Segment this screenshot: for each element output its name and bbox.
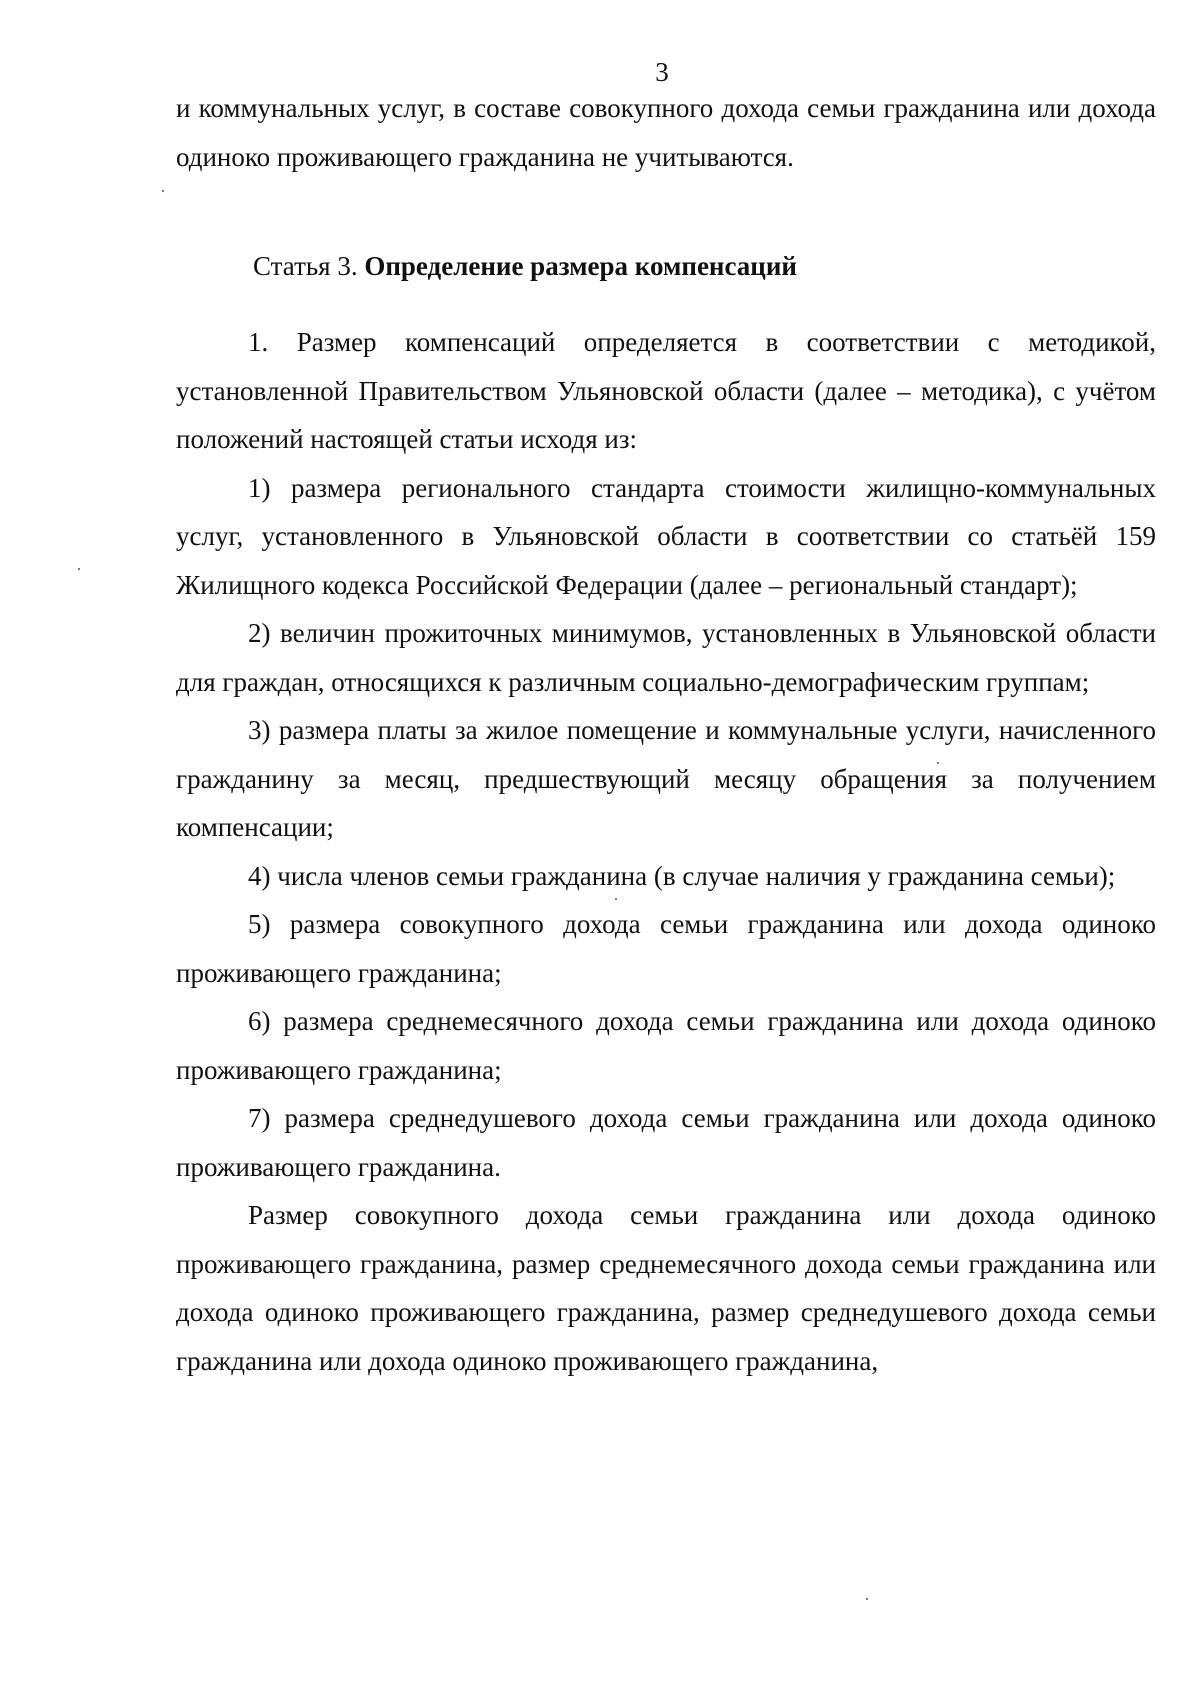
article-title: Определение размера компенсаций: [364, 251, 797, 281]
list-item-3: 3) размера платы за жилое помещение и коммунальные услуги, начисленного гражданину за месяц, предшествующий месяцу обращения за получением компенсации;: [176, 715, 1156, 842]
page-number: 3: [655, 57, 669, 87]
scan-speck: [866, 1598, 868, 1600]
article-heading: [253, 246, 797, 286]
list-item-6: 6) размера среднемесячного дохода семьи гражданина или дохода одиноко проживающего гражданина;: [176, 1006, 1156, 1085]
list-item-5: 5) размера совокупного дохода семьи гражданина или дохода одиноко проживающего гражданина;: [176, 909, 1156, 988]
article-label: Статья 3.: [253, 251, 358, 281]
intro-paragraph: и коммунальных услуг, в составе совокупного дохода семьи гражданина или дохода одиноко проживающего гражданина не учитываются.: [176, 93, 1156, 172]
scan-speck: [937, 762, 939, 764]
article-body: [176, 318, 1156, 1385]
closing-paragraph: Размер совокупного дохода семьи гражданина или дохода одиноко проживающего гражданина, размер среднемесячного дохода семьи гражданина или дохода одиноко проживающего гражданина, размер среднедушевого дохода семьи гражданина или дохода одиноко проживающего гражданина,: [176, 1200, 1156, 1376]
paragraph-1: 1. Размер компенсаций определяется в соответствии с методикой, установленной Правительством Ульяновской области (далее – методика), с учётом положений настоящей статьи исходя из:: [176, 327, 1156, 454]
list-item-1: 1) размера регионального стандарта стоимости жилищно-коммунальных услуг, установленного в Ульяновской области в соответствии со статьёй 159 Жилищного кодекса Российской Федерации (далее – региональный стандарт);: [176, 472, 1156, 600]
list-item-7: 7) размера среднедушевого дохода семьи гражданина или дохода одиноко проживающего гражданина.: [176, 1103, 1156, 1182]
scan-speck: [615, 898, 617, 900]
scan-speck: [78, 568, 80, 570]
list-item-4: 4) числа членов семьи гражданина (в случае наличия у гражданина семьи);: [248, 860, 1116, 891]
list-item-2: 2) величин прожиточных минимумов, установленных в Ульяновской области для граждан, относящихся к различным социально-демографическим группам;: [176, 618, 1156, 697]
intro-block: [176, 84, 1156, 181]
scan-speck: [162, 190, 164, 192]
